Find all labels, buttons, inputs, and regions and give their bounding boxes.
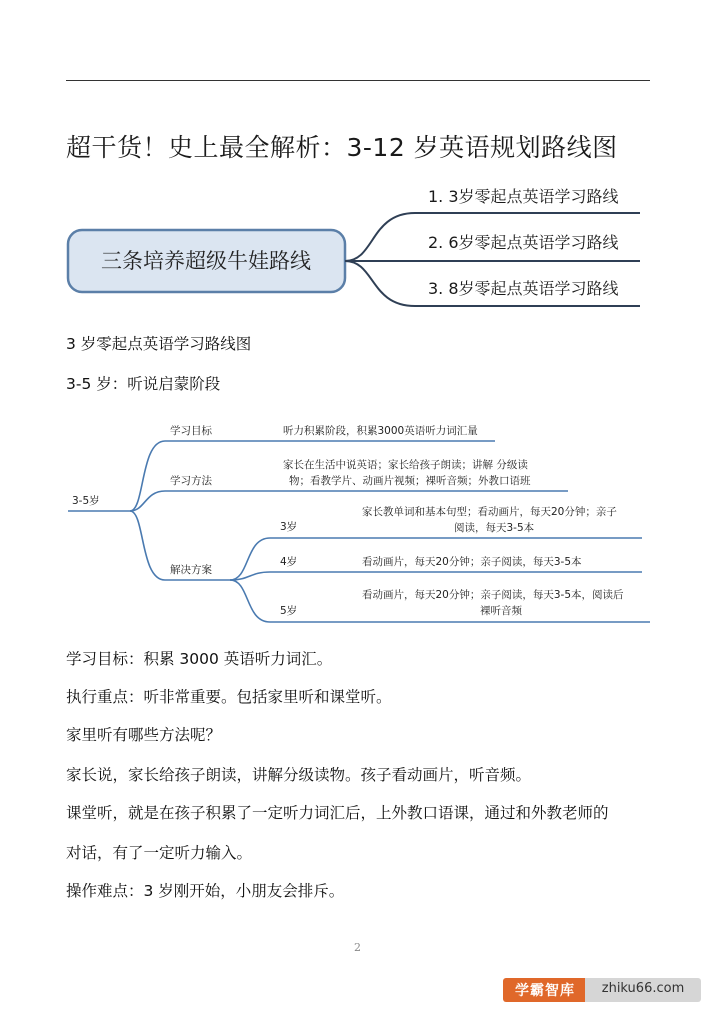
page-number: 2 bbox=[354, 941, 361, 954]
branch-label-2: 2. 6岁零起点英语学习路线 bbox=[428, 233, 619, 252]
mindmap-root-label: 三条培养超级牛娃路线 bbox=[101, 249, 311, 273]
age-5-text-line2: 裸听音频 bbox=[480, 605, 522, 617]
stage-title: 3-5 岁：听说启蒙阶段 bbox=[66, 375, 221, 393]
goal-text: 听力积累阶段，积累3000英语听力词汇量 bbox=[283, 425, 478, 437]
branch-label-1: 1. 3岁零起点英语学习路线 bbox=[428, 187, 619, 206]
age-5-text-line1: 看动画片，每天20分钟；亲子阅读，每天3-5本，阅读后 bbox=[362, 589, 624, 601]
paragraph-home-listening: 家长说，家长给孩子朗读，讲解分级读物。孩子看动画片，听音频。 bbox=[66, 766, 532, 784]
solution-label: 解决方案 bbox=[170, 564, 212, 576]
stage-root-label: 3-5岁 bbox=[72, 495, 100, 507]
paragraph-focus: 执行重点：听非常重要。包括家里听和课堂听。 bbox=[66, 688, 392, 706]
branch-label-3: 3. 8岁零起点英语学习路线 bbox=[428, 279, 619, 298]
age-4-label: 4岁 bbox=[280, 556, 298, 568]
paragraph-class-listening-1: 课堂听，就是在孩子积累了一定听力词汇后，上外教口语课，通过和外教老师的 bbox=[66, 804, 609, 822]
age-3-text-line1: 家长教单词和基本句型；看动画片，每天20分钟；亲子 bbox=[362, 506, 617, 518]
age-5-label: 5岁 bbox=[280, 605, 298, 617]
age-4-text-line1: 看动画片，每天20分钟；亲子阅读，每天3-5本 bbox=[362, 556, 582, 568]
watermark-site: zhiku66.com bbox=[585, 978, 701, 1002]
method-text-line1: 家长在生活中说英语；家长给孩子朗读；讲解 分级读 bbox=[283, 459, 528, 471]
paragraph-class-listening-2: 对话，有了一定听力输入。 bbox=[66, 844, 253, 862]
method-label: 学习方法 bbox=[170, 475, 212, 487]
paragraph-difficulty: 操作难点：3 岁刚开始，小朋友会排斥。 bbox=[66, 882, 345, 900]
paragraph-question: 家里听有哪些方法呢？ bbox=[66, 726, 222, 744]
watermark-brand: 学霸智库 bbox=[503, 978, 585, 1002]
paragraph-goal: 学习目标：积累 3000 英语听力词汇。 bbox=[66, 650, 333, 668]
age-3-label: 3岁 bbox=[280, 521, 298, 533]
goal-label: 学习目标 bbox=[170, 425, 212, 437]
method-text-line2: 物；看教学片、动画片视频；裸听音频；外教口语班 bbox=[289, 475, 531, 487]
page-title: 超干货！史上最全解析：3-12 岁英语规划路线图 bbox=[66, 133, 618, 162]
section-title: 3 岁零起点英语学习路线图 bbox=[66, 335, 252, 353]
age-3-text-line2: 阅读，每天3-5本 bbox=[454, 522, 535, 534]
watermark-badge bbox=[503, 978, 701, 1002]
